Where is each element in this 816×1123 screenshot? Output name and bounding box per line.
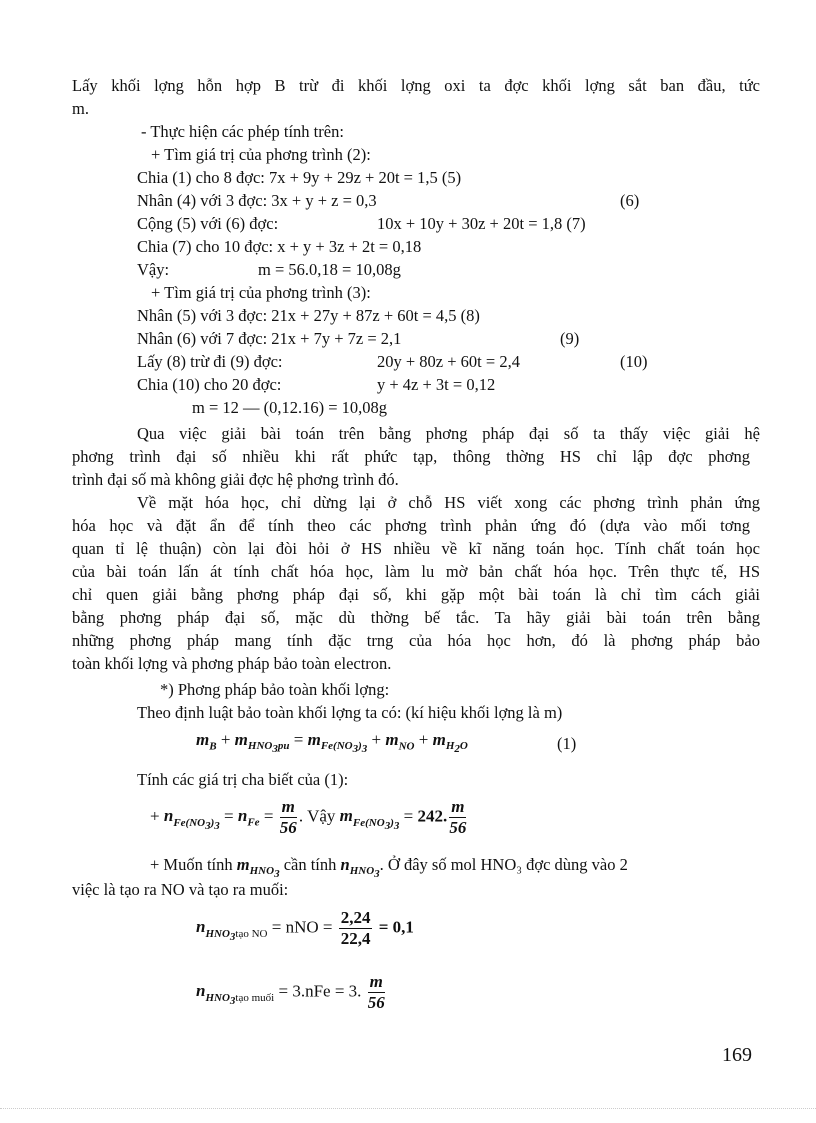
text-line: Vậy: [137, 260, 170, 279]
text-line: m = 56.0,18 = 10,08g [258, 260, 401, 279]
text-line: Lấy (8) trừ đi (9) đợc: [137, 352, 283, 371]
text-line: Cộng (5) với (6) đợc: [137, 214, 279, 233]
equation-number: (6) [620, 191, 640, 210]
text-line: + Muốn tính $m_{HNO_3}$ cần tính $n_{HNO_3}$. Ở đây số mol HNO₃ đợc dùng vào 2 [150, 855, 628, 881]
section-heading: *) Phơng pháp bảo toàn khối lợng: [160, 680, 390, 699]
text-line: m. [72, 99, 89, 118]
text-line: Chia (7) cho 10 đợc: x + y + 3z + 2t = 0,18 [137, 237, 422, 256]
text-line: Chia (10) cho 20 đợc: [137, 375, 282, 394]
text-line: m = 12 — (0,12.16) = 10,08g [192, 398, 388, 417]
hno3-salt-equation: $n_{HNO_3tạo muối} = 3.nFe = 3$. $\frac{m}{56}$ [196, 972, 385, 1012]
page-number: 169 [722, 1044, 752, 1066]
text-line: phơng trình đại số nhiều khi rất phức tạp, thông thờng HS chỉ lập đợc phơng [72, 447, 750, 466]
text-line: 10x + 10y + 30z + 20t = 1,8 (7) [377, 214, 586, 233]
footer-rule [0, 1108, 816, 1109]
hno3-no-equation: $n_{HNO_3tạo NO}$ = nNO = $\frac{2,24}{22,4}$ = 0,1 [196, 908, 414, 948]
text-fragment: Vậy [307, 806, 336, 826]
text-line: việc là tạo ra NO và tạo ra muối: [72, 880, 289, 899]
subscript-label: tạo muối [235, 991, 275, 1004]
text-line: - Thực hiện các phép tính trên: [141, 122, 344, 141]
text-line: trình đại số mà không giải đợc hệ phơng trình đó. [72, 470, 399, 489]
equation-number: (10) [620, 352, 648, 371]
text-line: Chia (1) cho 8 đợc: 7x + 9y + 29z + 20t = 1,5 (5) [137, 168, 462, 187]
text-line: 20y + 80z + 60t = 2,4 [377, 352, 520, 371]
mole-equation: + $n_{Fe(NO_3)_3} = n_{Fe}$ = $\frac{m}{56}$ . Vậy $m_{Fe(NO_3)_3} = 242$. $\frac{m}{56}$ [150, 797, 467, 837]
text-line: bằng phơng pháp đại số, mặc dù thờng bế tắc. Ta hãy giải bài toán trên bằng [72, 608, 760, 627]
equation-number: (1) [557, 734, 577, 753]
text-line: y + 4z + 3t = 0,12 [377, 375, 496, 394]
text-line: của bài toán lấn át tính chất hóa học, làm lu mờ bản chất hóa học. Trên thực tế, HS [72, 562, 760, 581]
text-line: quan tỉ lệ thuận) còn lại đòi hỏi ở HS nhiều về kĩ năng toán học. Tính chất toán học [72, 539, 760, 558]
text-line: Nhân (5) với 3 đợc: 21x + 27y + 87z + 60t = 4,5 (8) [137, 306, 480, 325]
subscript-label: tạo NO [235, 927, 268, 940]
text-line: Qua việc giải bài toán trên bằng phơng pháp đại số ta thấy việc giải hệ [137, 424, 760, 443]
mass-balance-equation: $m_B + m_{HNO_3pu} = m_{Fe(NO_3)_3} + m_{NO} + m_{H_2O}$ [196, 730, 468, 756]
text-line: Theo định luật bảo toàn khối lợng ta có: (kí hiệu khối lợng là m) [137, 703, 563, 722]
text-line: hóa học và đặt ẩn để tính theo các phơng trình phản ứng đó (dựa vào mối tơng [72, 516, 750, 535]
text-line: Lấy khối lợng hỗn hợp B trừ đi khối lợng oxi ta đợc khối lợng sắt ban đầu, tức [72, 76, 760, 95]
equation-number: (9) [560, 329, 580, 348]
text-line: + Tìm giá trị của phơng trình (3): [151, 283, 371, 302]
text-line: chỉ quen giải bằng phơng pháp đại số, khi gặp một bài toán là chỉ tìm cách giải [72, 585, 760, 604]
text-line: + Tìm giá trị của phơng trình (2): [151, 145, 371, 164]
text-line: những phơng pháp mang tính đặc trng của hóa học hơn, đó là phơng pháp bảo [72, 631, 760, 650]
text-line: Nhân (4) với 3 đợc: 3x + y + z = 0,3 [137, 191, 377, 210]
text-line: Nhân (6) với 7 đợc: 21x + 7y + 7z = 2,1 [137, 329, 402, 348]
text-line: Tính các giá trị cha biết của (1): [137, 770, 349, 789]
text-line: toàn khối lợng và phơng pháp bảo toàn electron. [72, 654, 392, 673]
text-line: Về mặt hóa học, chỉ dừng lại ở chỗ HS viết xong các phơng trình phản ứng [137, 493, 760, 512]
